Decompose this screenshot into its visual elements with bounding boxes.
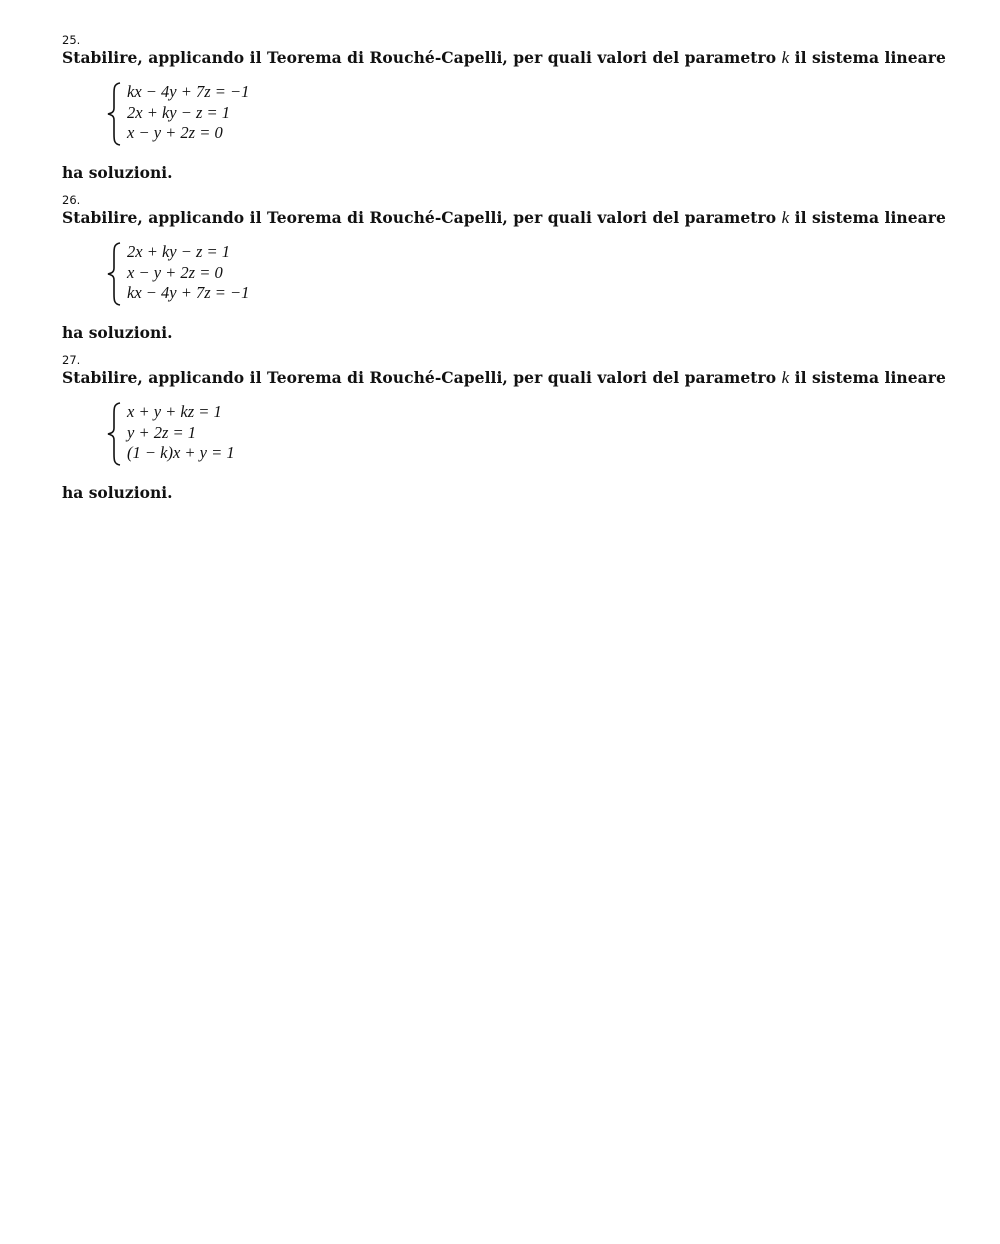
closing-text: ha soluzioni. <box>62 483 173 502</box>
left-brace-icon <box>106 82 122 146</box>
left-brace-icon <box>106 402 122 466</box>
equation: kx − 4y + 7z = −1 <box>127 283 250 302</box>
equation: 2x + ky − z = 1 <box>127 102 231 122</box>
exercise-27 <box>62 353 946 503</box>
equation: y + 2z = 1 <box>127 422 197 442</box>
equation: x + y + kz = 1 <box>127 402 222 421</box>
prompt-text: Stabilire, applicando il Teorema di Rouché-Capelli, per quali valori del parametro <box>62 48 777 67</box>
prompt-text-end: il sistema lineare <box>794 48 946 67</box>
equations <box>127 82 249 144</box>
equation: (1 − k)x + y = 1 <box>127 443 235 462</box>
exercise-prompt <box>62 48 946 68</box>
parameter-k: k <box>781 208 790 227</box>
equation: x − y + 2z = 0 <box>127 123 223 142</box>
closing-text: ha soluzioni. <box>62 323 173 342</box>
exercise-25 <box>62 33 946 183</box>
equations <box>127 242 249 304</box>
closing-text: ha soluzioni. <box>62 163 173 182</box>
prompt-text: Stabilire, applicando il Teorema di Rouché-Capelli, per quali valori del parametro <box>62 368 777 387</box>
prompt-text-end: il sistema lineare <box>794 208 946 227</box>
exercise-prompt <box>62 208 946 228</box>
equation: 2x + ky − z = 1 <box>127 242 231 261</box>
exercise-26 <box>62 193 946 343</box>
prompt-text: Stabilire, applicando il Teorema di Rouché-Capelli, per quali valori del parametro <box>62 208 777 227</box>
linear-system <box>106 243 942 305</box>
prompt-text-end: il sistema lineare <box>794 368 946 387</box>
linear-system <box>106 403 942 465</box>
exercise-number: 25. <box>62 33 81 47</box>
left-brace-icon <box>106 242 122 306</box>
linear-system <box>106 83 942 145</box>
equation: x − y + 2z = 0 <box>127 262 223 282</box>
exercise-prompt <box>62 368 946 388</box>
equation: kx − 4y + 7z = −1 <box>127 82 250 101</box>
exercise-number: 26. <box>62 193 81 207</box>
parameter-k: k <box>781 368 790 387</box>
parameter-k: k <box>781 48 790 67</box>
equations <box>127 402 235 464</box>
exercise-number: 27. <box>62 353 81 367</box>
